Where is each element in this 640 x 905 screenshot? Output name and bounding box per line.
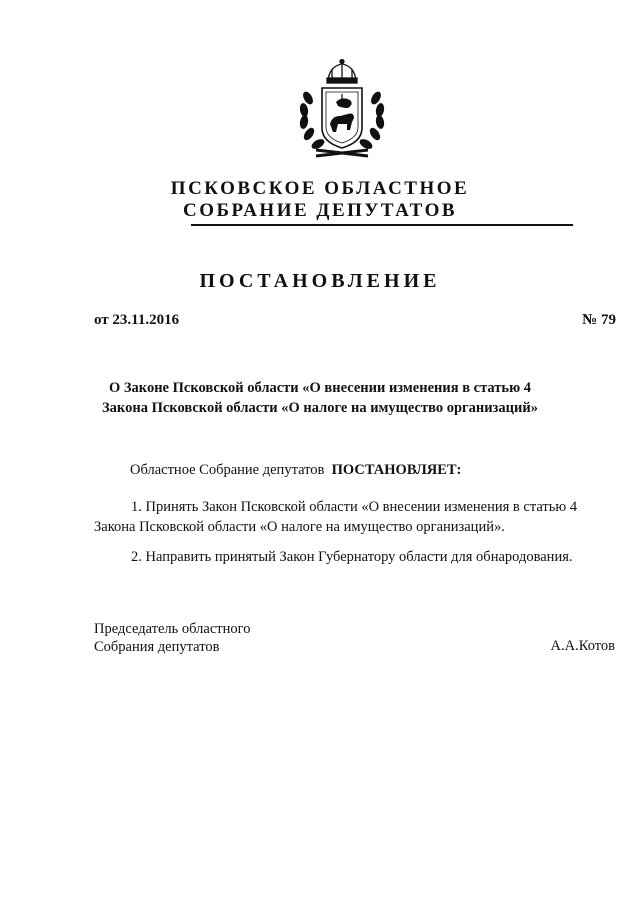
intro-text: Областное Собрание депутатов [130,462,325,478]
subject-line2: Закона Псковской области «О налоге на имущество организаций» [102,400,538,416]
signatory-position [94,620,250,656]
resolution-intro [130,462,461,479]
organization-name-line2: СОБРАНИЕ ДЕПУТАТОВ [182,200,458,221]
signatory-name: А.А.Котов [550,638,615,654]
intro-emphasis: ПОСТАНОВЛЯЕТ: [331,462,462,478]
organization-name-line1: ПСКОВСКОЕ ОБЛАСТНОЕ [170,178,470,199]
resolution-item-1 [94,497,619,537]
document-type-title: ПОСТАНОВЛЕНИЕ [199,270,441,292]
document-number: № 79 [582,312,616,328]
subject-line1: О Законе Псковской области «О внесении изменения в статью 4 [108,380,532,396]
signatory-position-line2: Собрания депутатов [94,639,220,655]
signatory-position-line1: Председатель областного [94,621,251,637]
document-date: от 23.11.2016 [94,312,180,328]
item1-line2: Закона Псковской области «О налоге на имущество организаций». [94,519,505,535]
header-divider [191,224,573,226]
item1-line1: 1. Принять Закон Псковской области «О внесении изменения в статью 4 [131,499,578,515]
resolution-item-2: 2. Направить принятый Закон Губернатору области для обнародования. [131,549,573,565]
pskov-coat-of-arms-icon [294,58,390,160]
document-subject [0,378,640,418]
